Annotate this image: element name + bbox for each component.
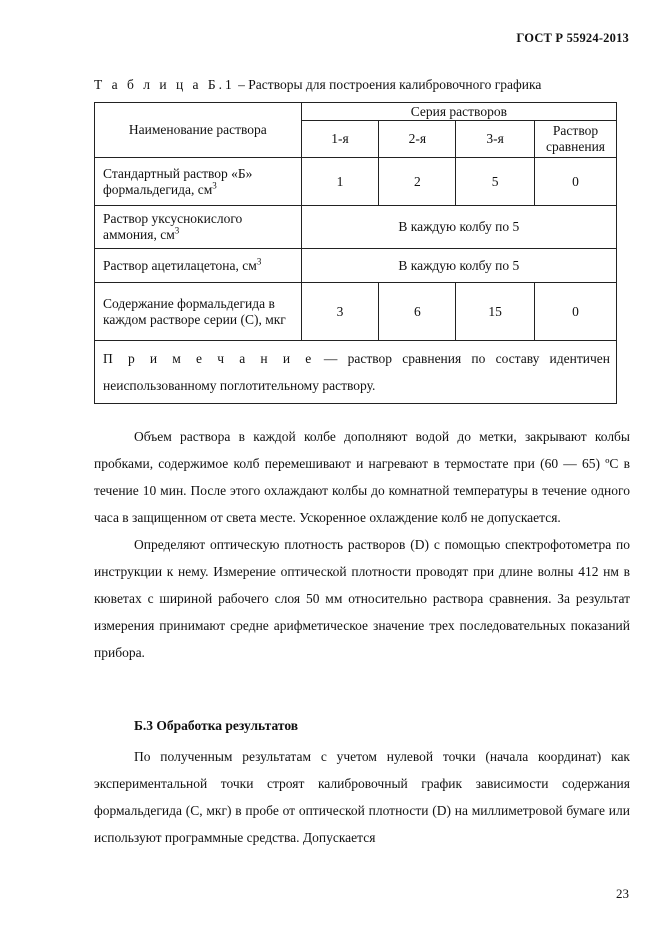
row-name: Содержание формальдегида в каждом растворе серии (С), мкг: [95, 283, 302, 341]
paragraph-volume-procedure: Объем раствора в каждой колбе дополняют водой до метки, закрывают колбы пробками, содержимое колб перемешивают и нагревают в термостате при (60 — 65) ºС в течение 10 мин. После этого охлаждают колбы до комнатной температуры в течение одного часа в защищенном от света месте. Ускоренное охлаждение колб не допускается.: [94, 429, 630, 525]
row-value: 15: [456, 283, 535, 341]
row-value: 0: [535, 158, 617, 206]
table-row: [95, 158, 617, 206]
row-name-text: Стандартный раствор «Б» формальдегида, см: [103, 165, 253, 197]
table-caption-label: Т а б л и ц а Б.1: [94, 77, 235, 92]
section-body: [94, 743, 630, 851]
note-text: — раствор сравнения по составу идентичен неиспользованному поглотительному раствору.: [103, 351, 610, 393]
row-value: 0: [535, 283, 617, 341]
row-merged-value: В каждую колбу по 5: [301, 249, 616, 283]
table-note-row: [95, 341, 617, 404]
table-header-row: [95, 103, 617, 121]
series-col-reference: Раствор сравнения: [535, 121, 617, 158]
row-merged-value: В каждую колбу по 5: [301, 206, 616, 249]
row-value: 2: [379, 158, 456, 206]
series-col-1: 1-я: [301, 121, 379, 158]
table-note: [95, 341, 617, 404]
row-name-text: Раствор ацетилацетона, см: [103, 257, 257, 273]
row-value: 1: [301, 158, 379, 206]
series-col-3: 3-я: [456, 121, 535, 158]
page-number: 23: [616, 886, 629, 901]
table-row: [95, 206, 617, 249]
table-row: [95, 249, 617, 283]
row-name: [95, 206, 302, 249]
row-value: 5: [456, 158, 535, 206]
row-name-sup: 3: [256, 256, 262, 266]
row-name-sup: 3: [174, 225, 180, 236]
paragraph-results-processing: По полученным результатам с учетом нулевой точки (начала координат) как экспериментальной точки строят калибровочный график зависимости содержания формальдегида (С, мкг) в пробе от оптической плотности (D) на миллиметровой бумаге или используют программные средства. Допускается: [94, 749, 630, 845]
body-paragraphs: [94, 423, 630, 666]
document-code: ГОСТ Р 55924-2013: [516, 31, 629, 45]
row-name-sup: 3: [212, 180, 217, 190]
paragraph-optical-density: Определяют оптическую плотность растворов (D) с помощью спектрофотометра по инструкции к нему. Измерение оптической плотности проводят при длине волны 412 нм в кюветах с шириной рабочего слоя 50 мм относительно раствора сравнения. За результат измерения принимают средне арифметическое значение трех последовательных показаний прибора.: [94, 537, 630, 660]
row-name: [95, 158, 302, 206]
col-header-name: Наименование раствора: [95, 103, 302, 158]
row-value: 6: [379, 283, 456, 341]
series-col-2: 2-я: [379, 121, 456, 158]
table-caption: [94, 77, 541, 93]
calibration-solutions-table: [94, 102, 617, 404]
row-name: [95, 249, 302, 283]
series-header: Серия растворов: [301, 103, 616, 121]
row-value: 3: [301, 283, 379, 341]
table-caption-title: – Растворы для построения калибровочного графика: [234, 77, 542, 92]
row-name-text: Раствор уксуснокислого аммония, см: [103, 211, 243, 242]
section-title: Б.3 Обработка результатов: [134, 718, 299, 733]
note-label: П р и м е ч а н и е: [103, 351, 314, 366]
table-row: [95, 283, 617, 341]
